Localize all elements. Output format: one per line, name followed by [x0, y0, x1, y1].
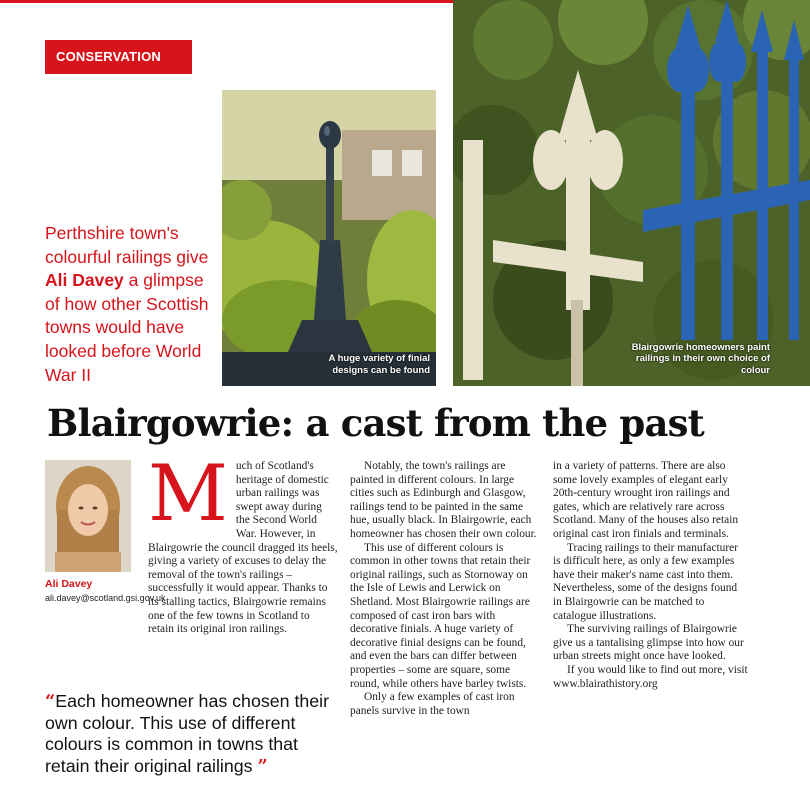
headline: Blairgowrie: a cast from the past [47, 401, 704, 445]
body-paragraph: Tracing railings to their manufacturer is difficult here, as only a few examples have their maker's name cast into them. Nevertheless, some of the designs found in Blairgowrie can be matched to catalogue illustrations. [553, 541, 739, 622]
standfirst-author: Ali Davey [45, 270, 124, 291]
lead-text: uch of Scotland's heritage of domestic urban railings was swept away during the Second World War. However, in Blairgowrie the council dragged its heels, giving a variety of excuses to delay the removal of the town's railings – successfully it would appear. Thanks to its stalling tactics, Blairgowrie remains one of the few towns in Scotland to retain its original iron railings. [148, 460, 338, 636]
body-column-1 [148, 449, 338, 637]
open-quote-mark: “ [45, 691, 56, 712]
standfirst-after: a glimpse of how other Scottish towns would have looked before World War II [45, 270, 209, 385]
close-quote-mark: ” [257, 755, 268, 777]
body-paragraph: Notably, the town's railings are painted in different colours. In large cities such as Edinburgh and Glasgow, railings tend to be painted in the same hue, usually black. In Blairgowrie, each homeowner has chosen their own colour. [350, 460, 537, 540]
railings-illustration [453, 0, 810, 386]
body-paragraph-lead [148, 449, 338, 637]
body-column-2 [350, 460, 540, 718]
railings-photo [453, 0, 810, 386]
body-column-3 [553, 460, 748, 691]
body-paragraph: This use of different colours is common in other towns that retain their original railings, such as Stornoway on the Isle of Lewis and Lerwick on Shetland. Most Blairgowrie railings are composed of cast iron bars with decorative finials. A huge variety of decorative finial designs can be found, and even the bars can differ between properties – some are square, some round, while others have barley twists. [350, 541, 531, 690]
pull-quote-text: Each homeowner has chosen their own colour. This use of different colours is common in towns that retain their original railings [45, 691, 330, 776]
author-email[interactable]: ali.davey@scotland.gsi.gov.uk [45, 593, 166, 603]
section-label: CONSERVATION [45, 40, 192, 74]
finial-photo [222, 90, 436, 386]
body-paragraph: The surviving railings of Blairgowrie give us a tantalising glimpse into how our urban streets might once have looked. [553, 623, 744, 663]
pull-quote [45, 691, 335, 777]
finial-photo-caption: A huge variety of finial designs can be found [328, 353, 430, 376]
standfirst-before: Perthshire town's colourful railings give [45, 223, 209, 267]
body-paragraph: Only a few examples of cast iron panels survive in the town [350, 691, 515, 717]
author-portrait [45, 460, 131, 572]
author-name: Ali Davey [45, 578, 93, 590]
railings-photo-caption: Blairgowrie homeowners paint railings in their own choice of colour [631, 341, 770, 376]
author-photo [45, 460, 131, 572]
body-paragraph: in a variety of patterns. There are also some lovely examples of elegant early 20th-century wrought iron railings and gates, which are relatively rare across Scotland. Many of the houses also retain original cast iron finials and terminals. [553, 460, 739, 540]
drop-cap: M [148, 449, 228, 539]
body-paragraph-link[interactable]: If you would like to find out more, visit www.blairathistory.org [553, 663, 748, 690]
finial-illustration [222, 90, 436, 386]
standfirst [45, 222, 220, 387]
